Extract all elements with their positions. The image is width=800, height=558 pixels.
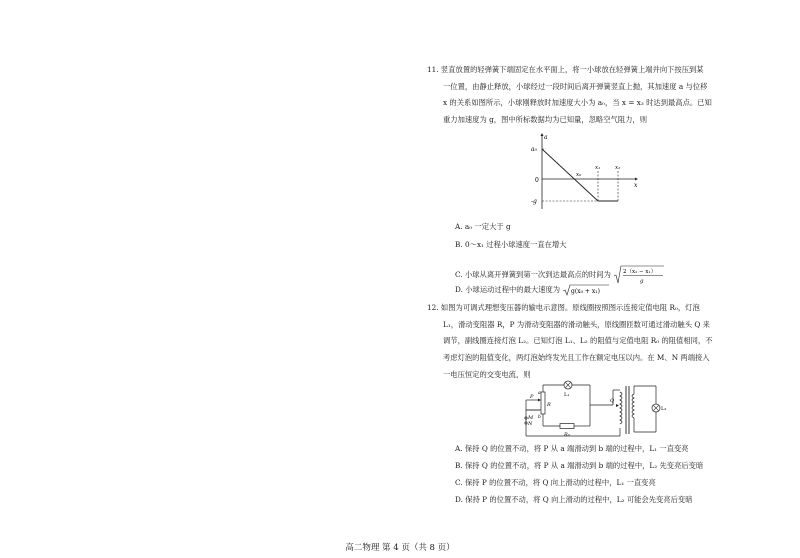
x-axis-arrow bbox=[635, 178, 638, 181]
origin-label: 0 bbox=[535, 177, 539, 184]
page-footer: 高二物理 第 4 页（共 8 页） bbox=[345, 543, 455, 553]
label-a: a bbox=[538, 391, 541, 396]
q11-acceleration-displacement-graph bbox=[530, 131, 640, 213]
q12-line-5: 一电压恒定的交变电流，则 bbox=[443, 369, 531, 379]
secondary-coil bbox=[632, 394, 634, 418]
label-r: R bbox=[547, 402, 551, 408]
q12-option-a: A. 保持 Q 的位置不动，将 P 从 a 端滑动到 b 端的过程中，L₁ 一直变亮 bbox=[455, 444, 689, 453]
q12-transformer-circuit bbox=[518, 378, 668, 440]
q11-option-d-formula bbox=[562, 284, 610, 296]
q11-line-3: x 的关系如图所示，小球刚释放时加速度大小为 a₀，当 x = x₃ 时达到最高点。已知 bbox=[443, 98, 712, 108]
x1-label: x₁ bbox=[595, 165, 601, 171]
q11-option-a: A. a₀ 一定大于 g bbox=[455, 222, 511, 231]
q12-line-2: L₁，滑动变阻器 R，P 为滑动变阻器的滑动触头，原线圈匝数可通过滑动触头 Q 来 bbox=[443, 319, 710, 329]
q12-option-d: D. 保持 P 的位置不动，将 Q 向上滑动的过程中，L₂ 可能会先变亮后变暗 bbox=[455, 495, 693, 504]
label-m: M bbox=[528, 415, 534, 421]
q11-option-d-text: D. 小球运动过程中的最大速度为 bbox=[455, 285, 561, 294]
q11-line-2: 一位置，由静止释放，小球经过一段时间后离开弹簧竖直上抛，其加速度 a 与位移 bbox=[443, 81, 708, 91]
q11-line-1: 11. 竖直放置的轻弹簧下端固定在水平面上，将一小球放在轻弹簧上端并向下按压到某 bbox=[427, 65, 704, 74]
label-r0: R₀ bbox=[564, 432, 570, 438]
a-axis-label: a bbox=[544, 134, 548, 141]
q11-option-c-formula bbox=[613, 264, 665, 286]
q11-option-d bbox=[455, 284, 610, 296]
question-12-stem bbox=[427, 300, 713, 384]
label-l1: L₁ bbox=[564, 392, 570, 398]
q11-line-4: 重力加速度为 g，图中所标数据均为已知量，忽略空气阻力，则 bbox=[443, 115, 648, 125]
slider-p-arrow bbox=[538, 399, 541, 402]
rheostat-r bbox=[541, 392, 545, 414]
q11-option-b: B. 0～x₁ 过程小球速度一直在增大 bbox=[455, 240, 567, 249]
c-formula-numerator: 2（x₂ − x₁） bbox=[623, 269, 657, 275]
q12-line-3: 调节，副线圈连接灯泡 L₂。已知灯泡 L₁、L₂ 的阻值与定值电阻 R₀ 的阻值相同，不 bbox=[443, 336, 713, 346]
x0-label: x₀ bbox=[576, 172, 582, 178]
label-n: N bbox=[528, 421, 533, 427]
a0-label: a₀ bbox=[531, 146, 537, 153]
q11-option-c bbox=[455, 264, 665, 286]
label-b: b bbox=[538, 415, 541, 420]
d-formula-radicand: g(x₀ + x₁) bbox=[571, 288, 601, 295]
x-axis-label: x bbox=[634, 182, 638, 189]
q12-option-c: C. 保持 P 的位置不动，将 Q 向上滑动的过程中，L₁ 一直变亮 bbox=[455, 478, 656, 487]
q12-line-4: 考虑灯泡的阻值变化，两灯泡始终发光且工作在额定电压以内。在 M、N 两端接入 bbox=[443, 353, 710, 363]
resistor-r0 bbox=[560, 424, 574, 429]
label-q: Q bbox=[610, 398, 615, 404]
x2-label: x₂ bbox=[615, 165, 621, 171]
question-11-stem bbox=[427, 62, 712, 129]
slider-q-arrow bbox=[616, 404, 619, 407]
c-formula-denominator: g bbox=[640, 278, 644, 285]
q12-line-1: 12. 如图为可调式理想变压器的输电示意图。原线圈按照图示连接定值电阻 R₀，灯泡 bbox=[427, 303, 700, 312]
q12-option-b: B. 保持 Q 的位置不动，将 P 从 a 端滑动到 b 端的过程中，L₂ 先变亮后变暗 bbox=[455, 461, 704, 470]
neg-g-label: -g bbox=[531, 198, 537, 205]
q11-option-c-text: C. 小球从离开弹簧到第一次到达最高点的时间为 bbox=[455, 270, 611, 279]
primary-coil bbox=[620, 392, 622, 424]
label-p: P bbox=[530, 394, 534, 400]
label-l2: L₂ bbox=[661, 406, 667, 412]
